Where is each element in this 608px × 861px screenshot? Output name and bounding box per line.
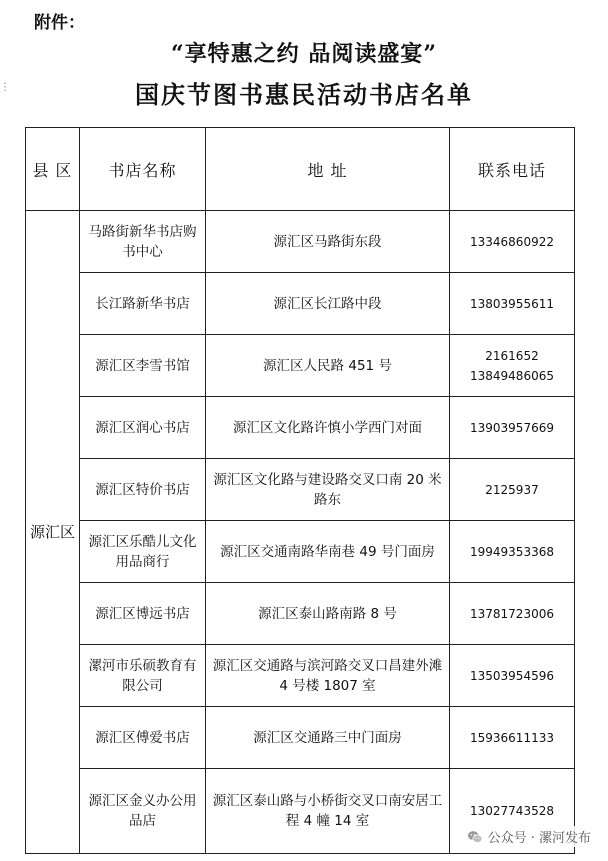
county-cell: 源汇区 <box>26 211 80 854</box>
store-name: 源汇区博远书店 <box>80 583 206 645</box>
table-row <box>26 521 575 583</box>
store-name: 马路街新华书店购书中心 <box>80 211 206 273</box>
store-name: 源汇区金义办公用品店 <box>80 769 206 854</box>
page-title-line2: 国庆节图书惠民活动书店名单 <box>135 80 473 109</box>
table-row <box>26 397 575 459</box>
table-row <box>26 335 575 397</box>
store-address: 源汇区文化路与建设路交叉口南 20 米路东 <box>206 459 450 521</box>
store-name: 源汇区李雪书馆 <box>80 335 206 397</box>
store-phone: 2125937 <box>450 459 575 521</box>
store-address: 源汇区泰山路南路 8 号 <box>206 583 450 645</box>
store-phone: 13903957669 <box>450 397 575 459</box>
store-phone: 13346860922 <box>450 211 575 273</box>
store-address: 源汇区交通南路华南巷 49 号门面房 <box>206 521 450 583</box>
store-phone: 13803955611 <box>450 273 575 335</box>
store-phone: 2161652 13849486065 <box>450 335 575 397</box>
store-name: 源汇区乐酷儿文化用品商行 <box>80 521 206 583</box>
wechat-watermark <box>464 826 594 847</box>
store-address: 源汇区长江路中段 <box>206 273 450 335</box>
watermark-text: 公众号 · 漯河发布 <box>487 831 591 846</box>
store-name: 源汇区傅爱书店 <box>80 707 206 769</box>
table-row <box>26 211 575 273</box>
table-row <box>26 645 575 707</box>
table-row <box>26 707 575 769</box>
table-row <box>26 273 575 335</box>
header-address: 地 址 <box>206 128 450 211</box>
header-county: 县 区 <box>26 128 80 211</box>
header-phone: 联系电话 <box>450 128 575 211</box>
page-title-line1: “享特惠之约 品阅读盛宴” <box>171 41 437 67</box>
header-store: 书店名称 <box>80 128 206 211</box>
side-mark: ⋮ <box>0 82 10 93</box>
store-phone: 15936611133 <box>450 707 575 769</box>
store-phone: 19949353368 <box>450 521 575 583</box>
store-address: 源汇区交通路与滨河路交叉口昌建外滩 4 号楼 1807 室 <box>206 645 450 707</box>
table-row <box>26 459 575 521</box>
store-table <box>25 127 575 854</box>
store-address: 源汇区泰山路与小桥街交叉口南安居工程 4 幢 14 室 <box>206 769 450 854</box>
store-phone: 13781723006 <box>450 583 575 645</box>
store-address: 源汇区文化路许慎小学西门对面 <box>206 397 450 459</box>
store-name: 源汇区润心书店 <box>80 397 206 459</box>
table-row <box>26 583 575 645</box>
store-phone: 13027743528 <box>450 769 575 854</box>
store-phone: 13503954596 <box>450 645 575 707</box>
store-name: 漯河市乐硕教育有限公司 <box>80 645 206 707</box>
attachment-label: 附件： <box>34 13 85 33</box>
wechat-icon <box>467 829 483 845</box>
store-name: 源汇区特价书店 <box>80 459 206 521</box>
store-address: 源汇区人民路 451 号 <box>206 335 450 397</box>
store-address: 源汇区马路街东段 <box>206 211 450 273</box>
store-name: 长江路新华书店 <box>80 273 206 335</box>
store-address: 源汇区交通路三中门面房 <box>206 707 450 769</box>
